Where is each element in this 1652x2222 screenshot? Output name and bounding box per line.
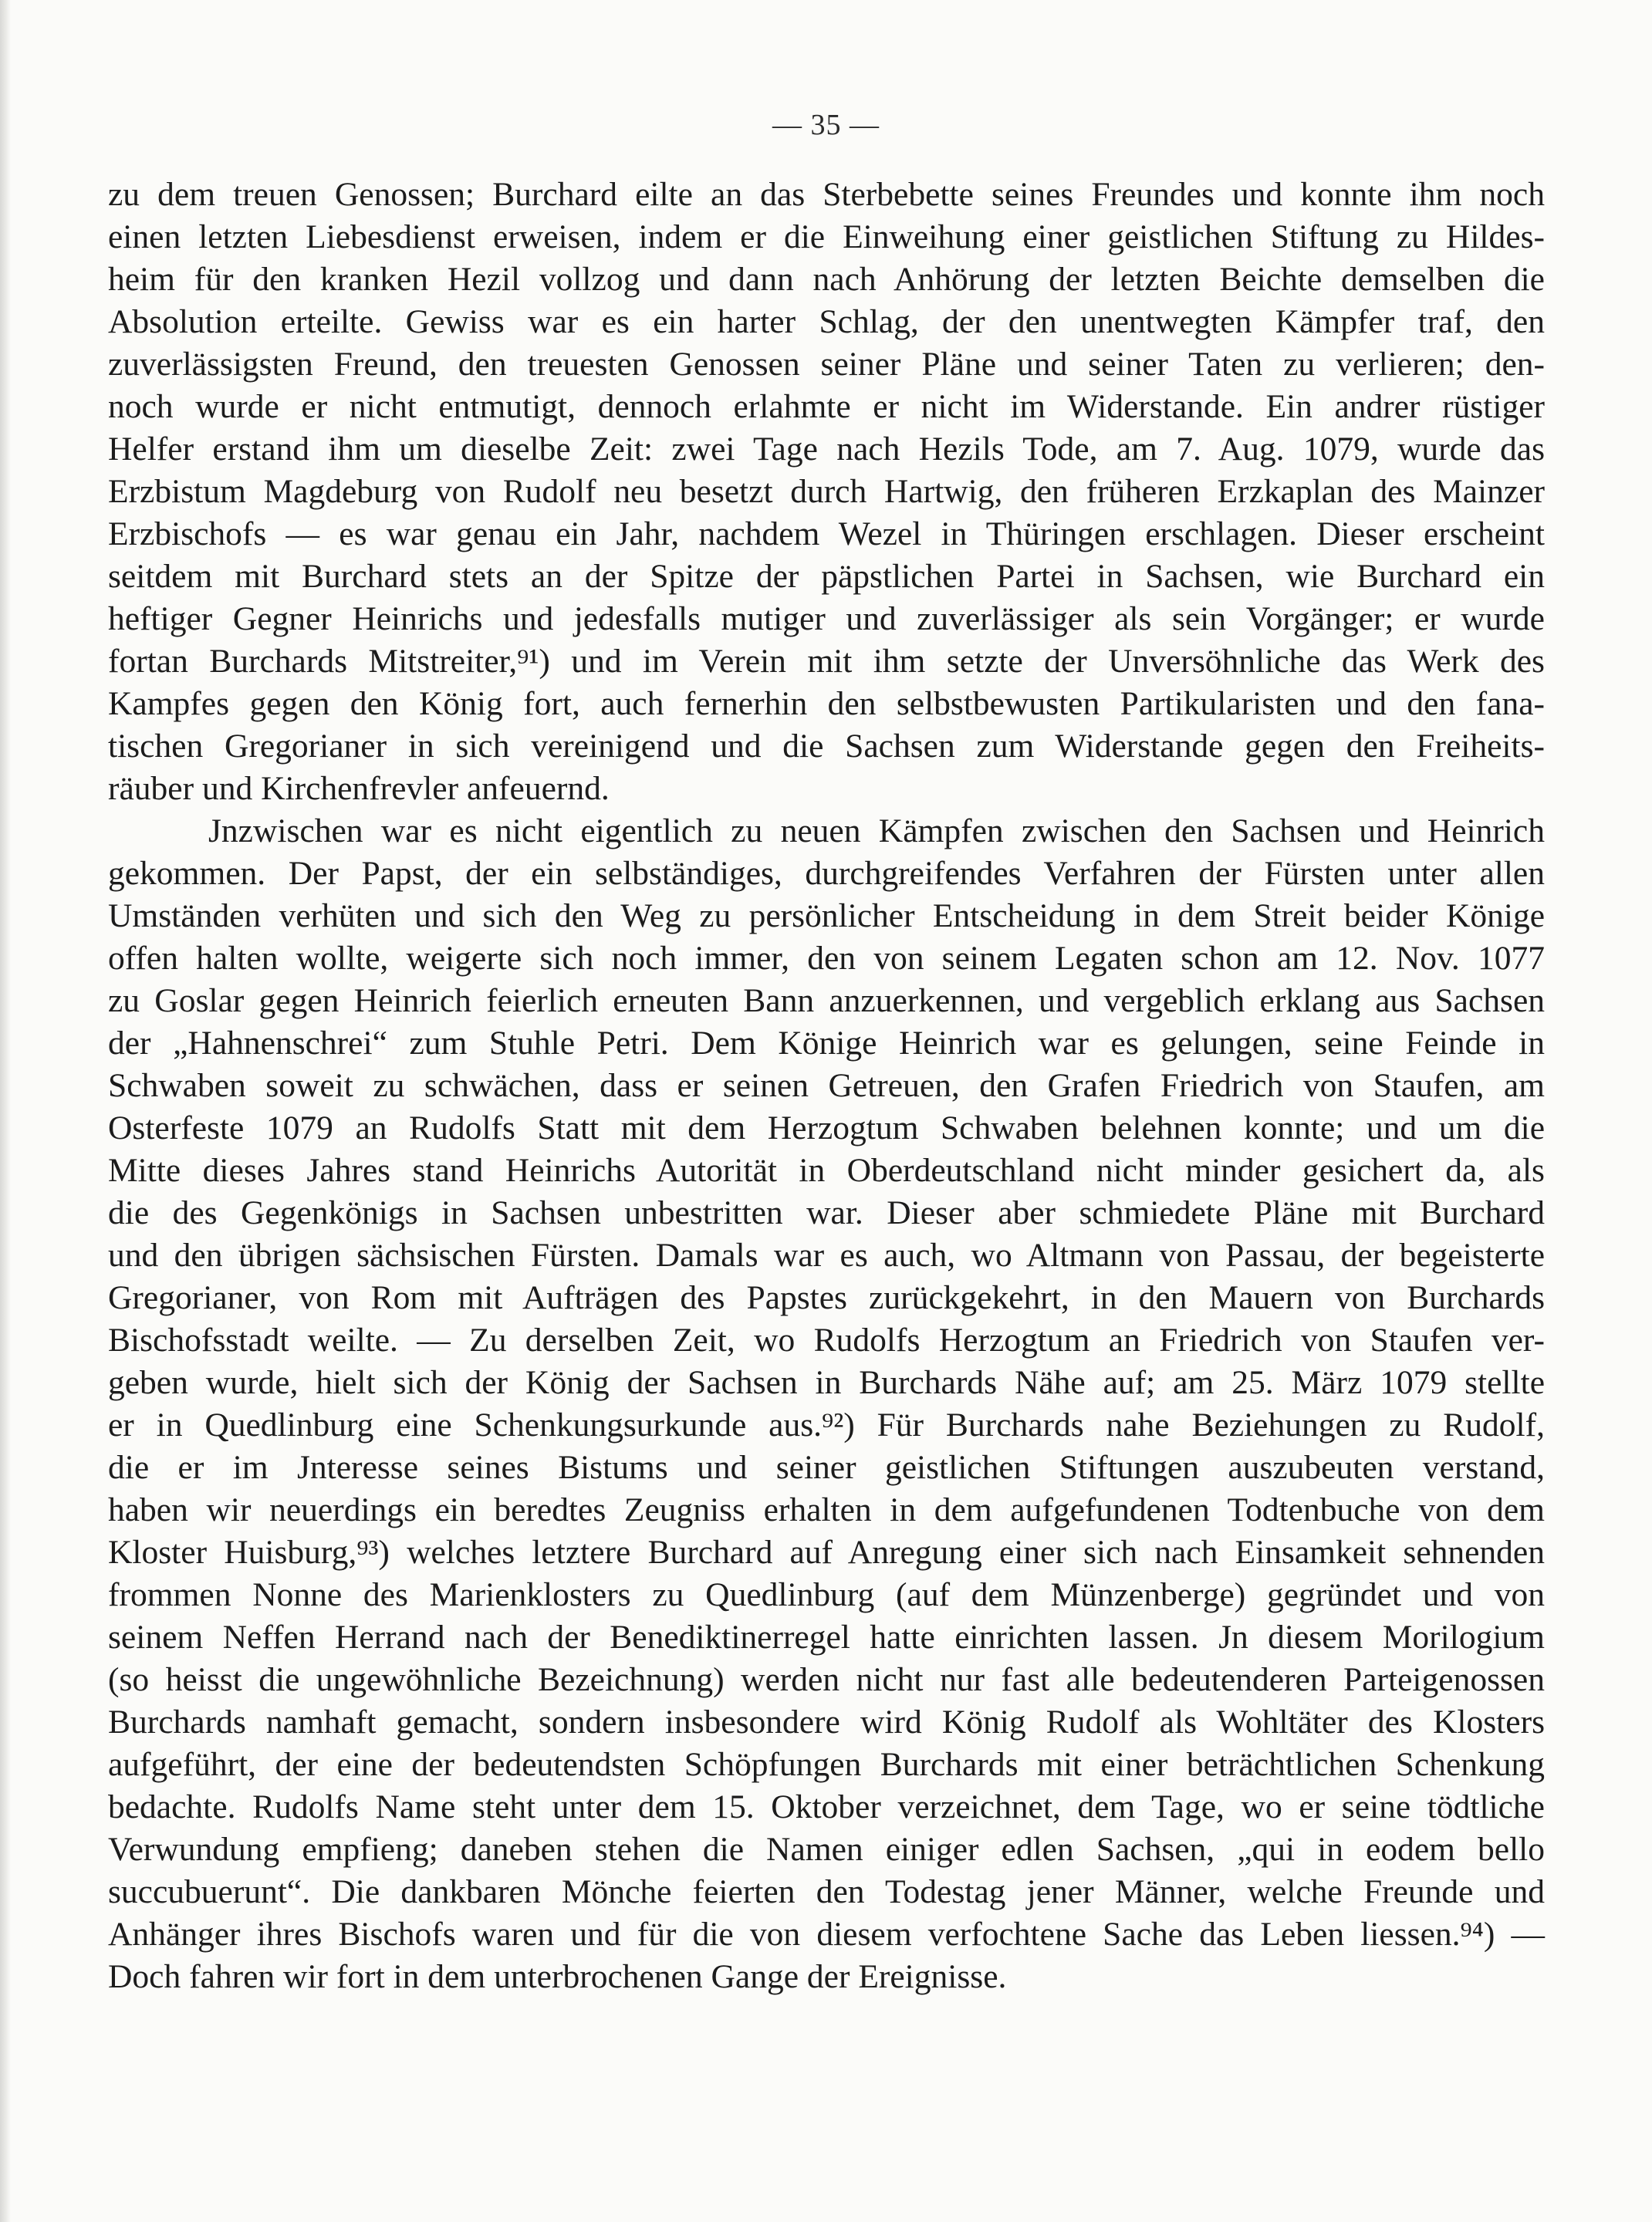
- body-text: [108, 174, 1545, 1998]
- text-line: der „Hahnenschrei“ zum Stuhle Petri. Dem Könige Heinrich war es gelungen, seine Feinde in: [108, 1025, 1545, 1062]
- text-line: Absolution erteilte. Gewiss war es ein harter Schlag, der den unentwegten Kämpfer traf, den: [108, 303, 1545, 340]
- text-line: räuber und Kirchenfrevler anfeuernd.: [108, 770, 610, 807]
- text-line: und den übrigen sächsischen Fürsten. Damals war es auch, wo Altmann von Passau, der begeisterte: [108, 1237, 1545, 1274]
- text-line: die des Gegenkönigs in Sachsen unbestritten war. Dieser aber schmiedete Pläne mit Burchard: [108, 1194, 1545, 1231]
- text-line: Jnzwischen war es nicht eigentlich zu neuen Kämpfen zwischen den Sachsen und Heinrich: [208, 812, 1545, 849]
- text-line: zuverlässigsten Freund, den treuesten Genossen seiner Pläne und seiner Taten zu verlieren; den-: [108, 346, 1545, 383]
- text-line: Doch fahren wir fort in dem unterbrochenen Gange der Ereignisse.: [108, 1958, 1007, 1995]
- text-line: geben wurde, hielt sich der König der Sachsen in Burchards Nähe auf; am 25. März 1079 stellte: [108, 1364, 1545, 1401]
- text-line: seinem Neffen Herrand nach der Benediktinerregel hatte einrichten lassen. Jn diesem Morilogium: [108, 1619, 1545, 1656]
- text-line: heftiger Gegner Heinrichs und jedesfalls mutiger und zuverlässiger als sein Vorgänger; er wurde: [108, 600, 1545, 637]
- text-line: offen halten wollte, weigerte sich noch immer, den von seinem Legaten schon am 12. Nov. 1077: [108, 940, 1545, 977]
- text-line: zu Goslar gegen Heinrich feierlich erneuten Bann anzuerkennen, und vergeblich erklang aus Sachsen: [108, 982, 1545, 1019]
- text-line: Erzbischofs — es war genau ein Jahr, nachdem Wezel in Thüringen erschlagen. Dieser erscheint: [108, 515, 1545, 552]
- text-line: (so heisst die ungewöhnliche Bezeichnung) werden nicht nur fast alle bedeutenderen Parteigenossen: [108, 1661, 1545, 1698]
- text-line: Burchards namhaft gemacht, sondern insbesondere wird König Rudolf als Wohltäter des Klosters: [108, 1704, 1545, 1741]
- text-line: succubuerunt“. Die dankbaren Mönche feierten den Todestag jener Männer, welche Freunde und: [108, 1873, 1545, 1910]
- text-line: seitdem mit Burchard stets an der Spitze der päpstlichen Partei in Sachsen, wie Burchard ein: [108, 558, 1545, 595]
- text-line: Schwaben soweit zu schwächen, dass er seinen Getreuen, den Grafen Friedrich von Staufen, am: [108, 1067, 1545, 1104]
- text-line: Bischofsstadt weilte. — Zu derselben Zeit, wo Rudolfs Herzogtum an Friedrich von Staufen ver-: [108, 1322, 1545, 1359]
- text-line: tischen Gregorianer in sich vereinigend und die Sachsen zum Widerstande gegen den Freiheits-: [108, 728, 1545, 765]
- text-line: heim für den kranken Hezil vollzog und dann nach Anhörung der letzten Beichte demselben die: [108, 261, 1545, 298]
- page-edge-shadow: [0, 0, 11, 2222]
- text-line: aufgeführt, der eine der bedeutendsten Schöpfungen Burchards mit einer beträchtlichen Schenkung: [108, 1746, 1545, 1783]
- text-line: Verwundung empfieng; daneben stehen die Namen einiger edlen Sachsen, „qui in eodem bello: [108, 1831, 1545, 1868]
- text-line: noch wurde er nicht entmutigt, dennoch erlahmte er nicht im Widerstande. Ein andrer rüstiger: [108, 388, 1545, 425]
- text-line: gekommen. Der Papst, der ein selbständiges, durchgreifendes Verfahren der Fürsten unter allen: [108, 855, 1545, 892]
- text-line: zu dem treuen Genossen; Burchard eilte an das Sterbebette seines Freundes und konnte ihm noch: [108, 176, 1545, 213]
- text-line: er in Quedlinburg eine Schenkungsurkunde aus.⁹²) Für Burchards nahe Beziehungen zu Rudolf,: [108, 1406, 1545, 1444]
- text-line: bedachte. Rudolfs Name steht unter dem 15. Oktober verzeichnet, dem Tage, wo er seine tödtliche: [108, 1788, 1545, 1825]
- text-line: Mitte dieses Jahres stand Heinrichs Autorität in Oberdeutschland nicht minder gesichert da, als: [108, 1152, 1545, 1189]
- text-line: einen letzten Liebesdienst erweisen, indem er die Einweihung einer geistlichen Stiftung zu Hildes-: [108, 218, 1545, 255]
- text-line: die er im Jnteresse seines Bistums und seiner geistlichen Stiftungen auszubeuten verstand,: [108, 1449, 1545, 1486]
- paragraph-1: [108, 174, 1545, 810]
- page-number: — 35 —: [772, 109, 880, 141]
- text-line: Erzbistum Magdeburg von Rudolf neu besetzt durch Hartwig, den früheren Erzkaplan des Mainzer: [108, 473, 1545, 510]
- text-line: Kloster Huisburg,⁹³) welches letztere Burchard auf Anregung einer sich nach Einsamkeit sehnenden: [108, 1534, 1545, 1571]
- paragraph-2: [108, 810, 1545, 1998]
- text-line: frommen Nonne des Marienklosters zu Quedlinburg (auf dem Münzenberge) gegründet und von: [108, 1576, 1545, 1613]
- text-line: Anhänger ihres Bischofs waren und für die von diesem verfochtene Sache das Leben liessen.⁹⁴) —: [108, 1916, 1545, 1953]
- text-line: Helfer erstand ihm um dieselbe Zeit: zwei Tage nach Hezils Tode, am 7. Aug. 1079, wurde das: [108, 431, 1545, 468]
- text-line: Gregorianer, von Rom mit Aufträgen des Papstes zurückgekehrt, in den Mauern von Burchards: [108, 1279, 1545, 1316]
- text-line: haben wir neuerdings ein beredtes Zeugniss erhalten in dem aufgefundenen Todtenbuche von dem: [108, 1491, 1545, 1528]
- text-line: fortan Burchards Mitstreiter,⁹¹) und im Verein mit ihm setzte der Unversöhnliche das Werk des: [108, 643, 1545, 680]
- text-line: Osterfeste 1079 an Rudolfs Statt mit dem Herzogtum Schwaben belehnen konnte; und um die: [108, 1109, 1545, 1146]
- text-line: Kampfes gegen den König fort, auch fernerhin den selbstbewusten Partikularisten und den fana-: [108, 685, 1545, 722]
- text-line: Umständen verhüten und sich den Weg zu persönlicher Entscheidung in dem Streit beider Könige: [108, 897, 1545, 934]
